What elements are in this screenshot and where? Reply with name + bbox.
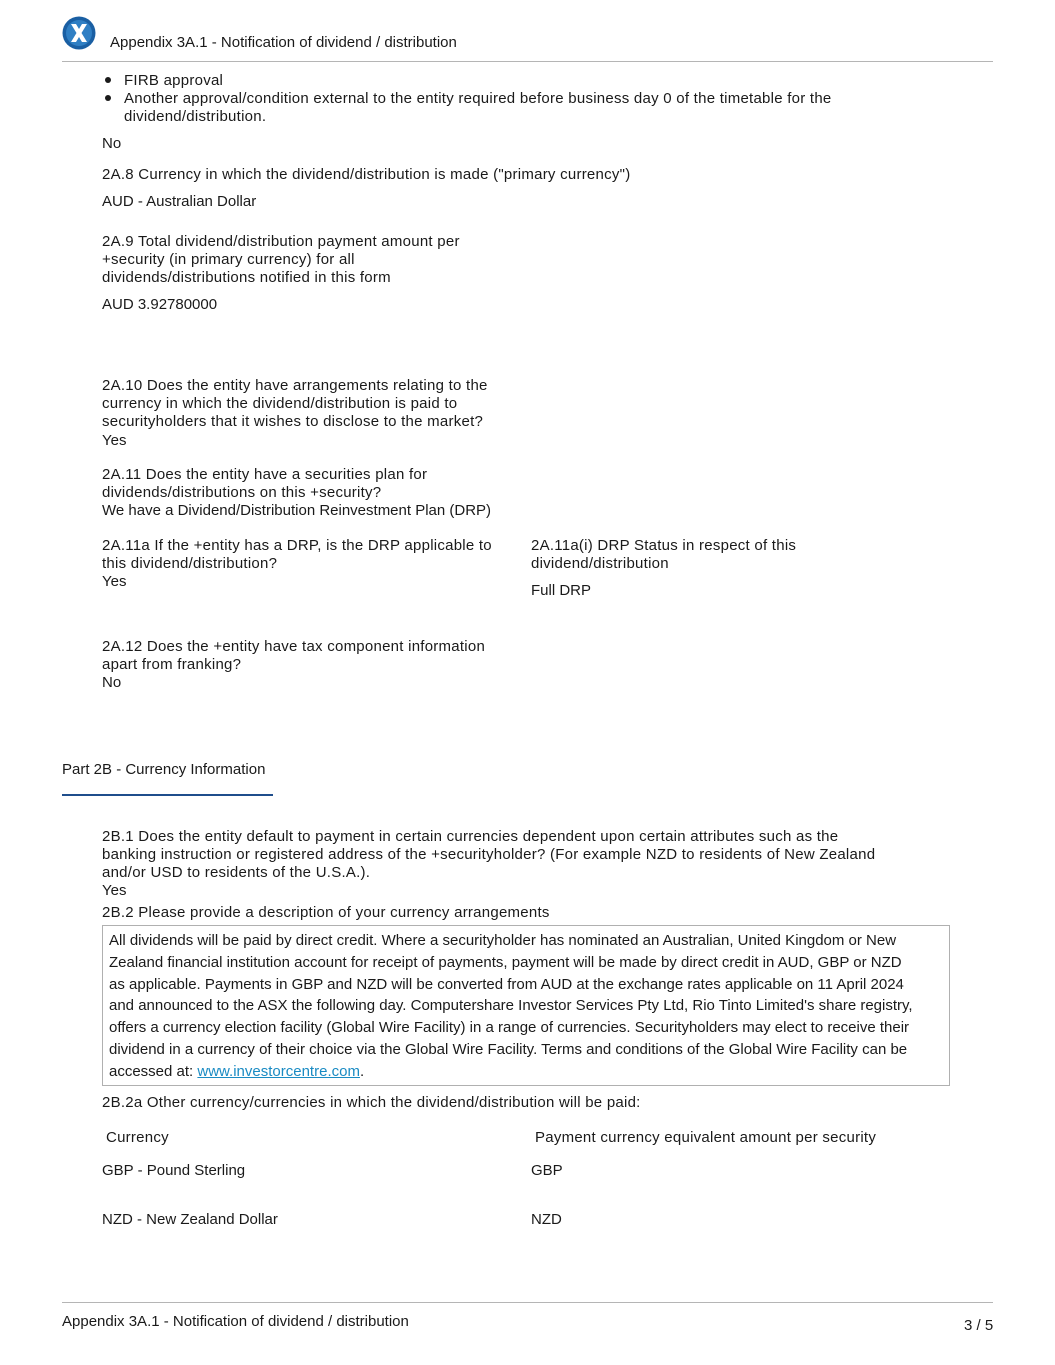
- question-2a11a: 2A.11a If the +entity has a DRP, is the DRP applicable to this dividend/distribution?: [102, 537, 492, 572]
- question-2a11ai: 2A.11a(i) DRP Status in respect of this dividend/distribution: [531, 537, 797, 572]
- part-2b-underline: [62, 794, 273, 796]
- question-2a10: 2A.10 Does the entity have arrangements relating to the currency in which the dividend/distribution is paid to securityholders that it wishes to disclose to the market?: [102, 377, 488, 430]
- question-2a11: 2A.11 Does the entity have a securities plan for dividends/distributions on this +security?: [102, 466, 428, 501]
- answer-2a11a: Yes: [102, 573, 127, 590]
- footer-divider: [62, 1302, 993, 1303]
- question-2a8: 2A.8 Currency in which the dividend/distribution is made ("primary currency"): [102, 166, 631, 183]
- table-row-amount: NZD: [531, 1211, 562, 1228]
- footer-title: Appendix 3A.1 - Notification of dividend / distribution: [62, 1313, 409, 1330]
- table-row-currency: GBP - Pound Sterling: [102, 1162, 246, 1179]
- currency-arrangements-description: All dividends will be paid by direct credit. Where a securityholder has nominated an Australian, United Kingdom or New Zealand financial institution account for receipt of payments, payment will be made by direct credit in AUD, GBP or NZD as applicable. Payments in GBP and NZD will be converted from AUD at the exchange rates applicable on 11 April 2024 and announced to the ASX the following day. Computershare Investor Services Pty Ltd, Rio Tinto Limited's share registry, offers a currency election facility (Global Wire Facility) in a range of currencies. Securityholders may elect to receive their dividend in a currency of their choice via the Global Wire Facility. Terms and conditions of the Global Wire Facility can be accessed at: www.investorcentre.com.: [102, 925, 950, 1086]
- page-number: 3 / 5: [964, 1317, 994, 1334]
- column-header-currency: Currency: [106, 1129, 169, 1146]
- answer-2a9: AUD 3.92780000: [102, 296, 218, 313]
- description-last-line: accessed at: www.investorcentre.com.: [109, 1062, 365, 1080]
- header-title: Appendix 3A.1 - Notification of dividend / distribution: [110, 34, 457, 51]
- question-2b2: 2B.2 Please provide a description of your currency arrangements: [102, 904, 550, 921]
- header-divider: [62, 61, 993, 62]
- answer-2a8: AUD - Australian Dollar: [102, 193, 257, 210]
- answer-2a10: Yes: [102, 432, 127, 449]
- answer-2a12: No: [102, 674, 122, 691]
- list-item: Another approval/condition external to the entity required before business day 0 of the timetable for the dividend/distribution.: [124, 90, 914, 126]
- column-header-amount: Payment currency equivalent amount per security: [535, 1129, 877, 1146]
- question-2a9: 2A.9 Total dividend/distribution payment amount per +security (in primary currency) for all dividends/distributions notified in this form: [102, 233, 460, 286]
- answer-2b1: Yes: [102, 882, 127, 899]
- question-2b1: 2B.1 Does the entity default to payment in certain currencies dependent upon certain attributes such as the banking instruction or registered address of the +securityholder? (For example NZD to residents of New Zealand and/or USD to residents of the U.S.A.).: [102, 828, 876, 881]
- table-row-currency: NZD - New Zealand Dollar: [102, 1211, 278, 1228]
- list-item: FIRB approval: [124, 72, 914, 90]
- investorcentre-link[interactable]: www.investorcentre.com: [197, 1062, 360, 1080]
- question-2b2a: 2B.2a Other currency/currencies in which the dividend/distribution will be paid:: [102, 1094, 641, 1111]
- question-2a12: 2A.12 Does the +entity have tax component information apart from franking?: [102, 638, 486, 673]
- approval-answer: No: [102, 135, 122, 152]
- answer-2a11ai: Full DRP: [531, 582, 592, 599]
- table-row-amount: GBP: [531, 1162, 563, 1179]
- answer-2a11: We have a Dividend/Distribution Reinvestment Plan (DRP): [102, 502, 492, 519]
- asx-logo-icon: [62, 16, 96, 50]
- part-2b-title: Part 2B - Currency Information: [62, 761, 266, 778]
- approval-list: [124, 72, 914, 126]
